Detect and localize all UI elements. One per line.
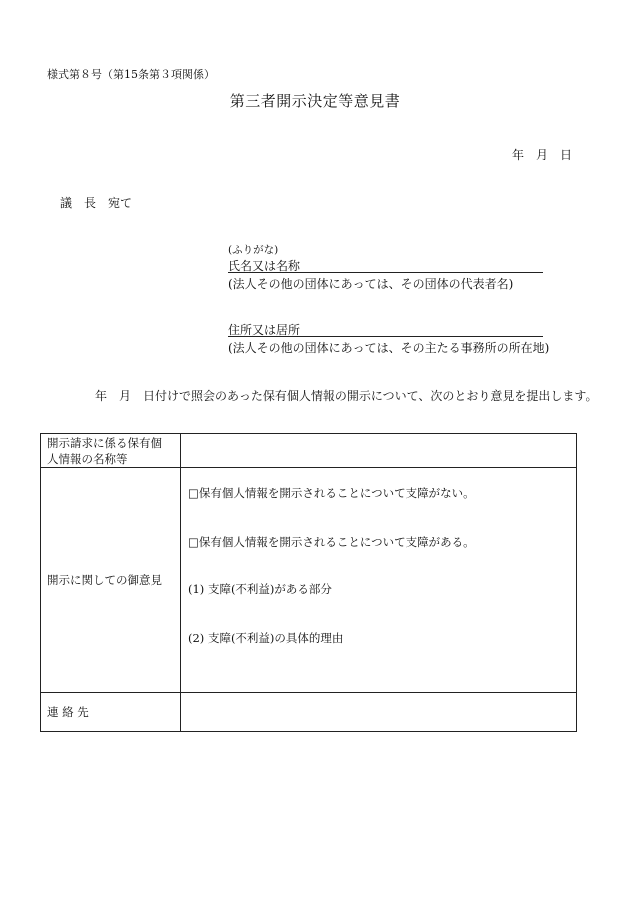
- issue-reason-item: (2) 支障(不利益)の具体的理由: [188, 631, 344, 645]
- opinion-table: [40, 433, 577, 732]
- table-row: [41, 693, 577, 732]
- statement-text: 年 月 日付けで照会のあった保有個人情報の開示について、次のとおり意見を提出します。: [95, 389, 598, 403]
- address-field[interactable]: [228, 321, 543, 337]
- info-name-cell[interactable]: [181, 434, 577, 468]
- opinion-label: 開示に関しての御意見: [41, 468, 181, 693]
- contact-cell[interactable]: [181, 693, 577, 732]
- table-row: [41, 468, 577, 693]
- addressee: 議 長 宛て: [60, 196, 133, 210]
- address-note: (法人その他の団体にあっては、その主たる事務所の所在地): [228, 341, 550, 355]
- name-note: (法人その他の団体にあっては、その団体の代表者名): [228, 277, 514, 291]
- option-no-issue[interactable]: □保有個人情報を開示されることについて支障がない。: [188, 486, 475, 500]
- furigana-label: (ふりがな): [228, 244, 279, 256]
- document-title: 第三者開示決定等意見書: [229, 92, 401, 110]
- name-field[interactable]: [228, 257, 543, 273]
- info-name-label: 開示請求に係る保有個人情報の名称等: [41, 434, 181, 468]
- date-line: 年 月 日: [512, 148, 573, 162]
- option-issue[interactable]: □保有個人情報を開示されることについて支障がある。: [188, 535, 475, 549]
- table-row: [41, 434, 577, 468]
- form-number: 様式第８号（第15条第３項関係）: [47, 68, 215, 81]
- name-label: 氏名又は名称: [228, 259, 301, 273]
- contact-label: 連 絡 先: [41, 693, 181, 732]
- issue-part-item: (1) 支障(不利益)がある部分: [188, 582, 332, 596]
- opinion-cell[interactable]: [181, 468, 577, 693]
- address-label: 住所又は居所: [228, 323, 301, 337]
